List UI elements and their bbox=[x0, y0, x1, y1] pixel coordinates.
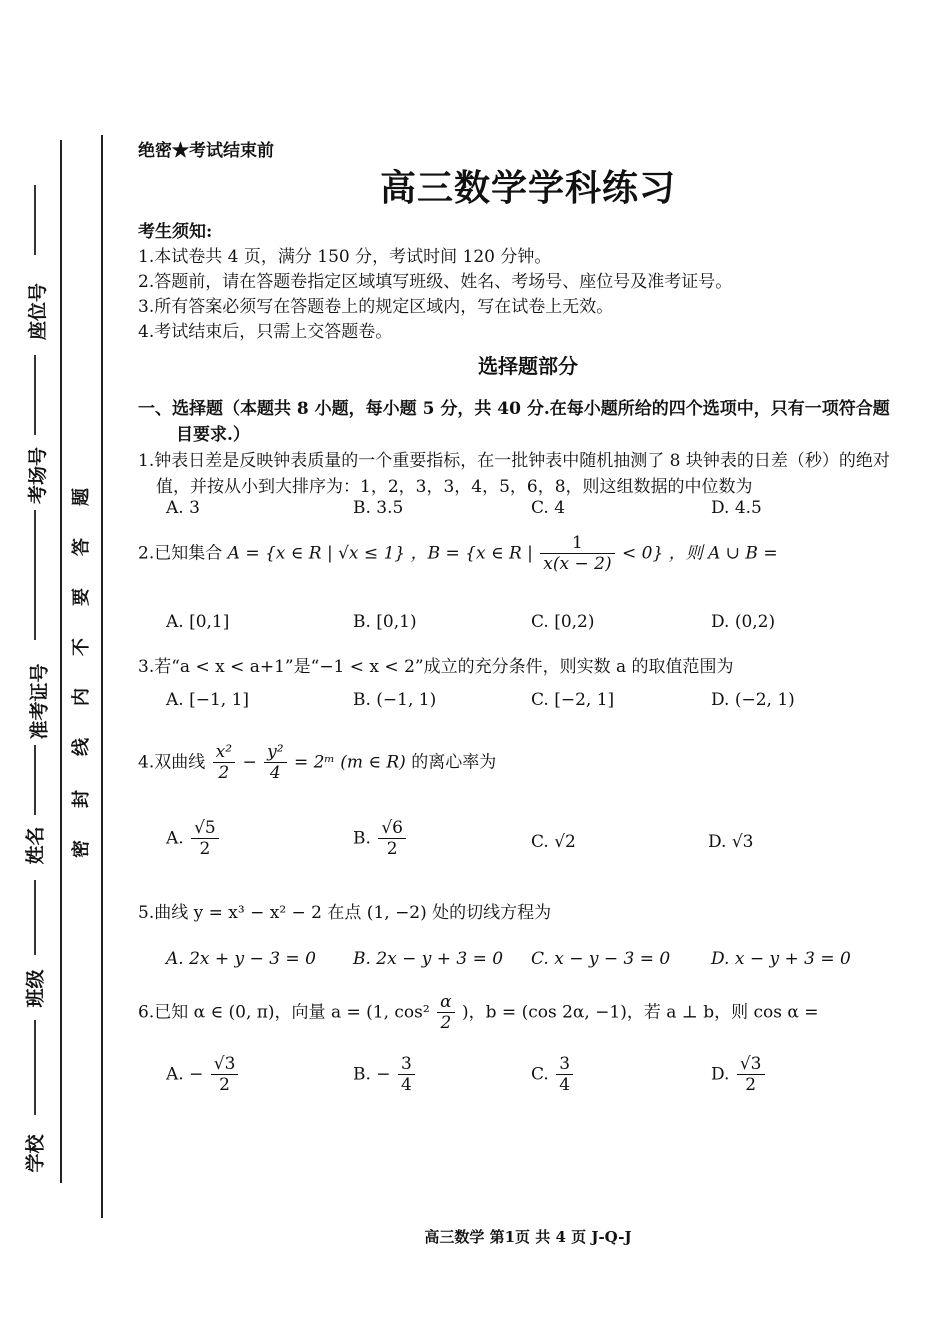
fraction-denominator: 4 bbox=[400, 1075, 412, 1096]
fraction-numerator: √5 bbox=[191, 818, 219, 839]
binding-line-outer bbox=[60, 140, 62, 1183]
fraction-numerator: α bbox=[437, 992, 454, 1013]
fraction-denominator: 2 bbox=[199, 839, 211, 860]
option-fraction bbox=[398, 1054, 415, 1096]
fraction-numerator: √6 bbox=[378, 818, 406, 839]
fraction-numerator: 3 bbox=[556, 1054, 573, 1075]
question-2-option-d[interactable]: D. (0,2) bbox=[711, 612, 776, 632]
question-1-option-b[interactable]: B. 3.5 bbox=[353, 498, 404, 518]
question-2-option-b[interactable]: B. [0,1) bbox=[353, 612, 417, 632]
question-2-set-a: A = {x ∈ R | √x ≤ 1} bbox=[227, 543, 406, 564]
admission-number-label: 准考证号 bbox=[28, 663, 51, 740]
question-2-set-b-post: < 0} bbox=[622, 543, 664, 564]
notice-item: 4.考试结束后，只需上交答题卷。 bbox=[138, 322, 393, 342]
fraction-denominator: x(x − 2) bbox=[543, 554, 612, 575]
question-5-option-a[interactable]: A. 2x + y − 3 = 0 bbox=[166, 949, 316, 969]
exam-room-blank[interactable] bbox=[34, 355, 36, 435]
option-label: A. − bbox=[166, 1064, 204, 1085]
question-3-stem: 3.若“a < x < a+1”是“−1 < x < 2”成立的充分条件，则实数 a 的取值范围为 bbox=[138, 657, 734, 677]
seal-char: 要 bbox=[71, 588, 92, 606]
seat-number-blank[interactable] bbox=[34, 185, 36, 255]
question-6-stem bbox=[138, 992, 819, 1034]
option-label: B. − bbox=[353, 1064, 391, 1085]
admission-number-blank[interactable] bbox=[34, 510, 36, 640]
question-6-prefix: 6.已知 α ∈ (0, π)，向量 a = (1, cos² bbox=[138, 1002, 430, 1023]
question-2-set-b-pre: ，B = {x ∈ R | bbox=[410, 543, 533, 564]
option-label: B. bbox=[353, 828, 371, 849]
fraction-denominator: 2 bbox=[219, 1075, 230, 1096]
question-4-minus: − bbox=[242, 752, 257, 773]
question-4-rhs: = 2ᵐ (m ∈ R) bbox=[293, 752, 406, 773]
fraction-denominator: 2 bbox=[218, 763, 230, 784]
question-4-stem bbox=[138, 742, 496, 784]
binding-line-inner bbox=[101, 135, 103, 1218]
question-6-option-d[interactable] bbox=[711, 1054, 767, 1096]
notice-item: 1.本试卷共 4 页，满分 150 分，考试时间 120 分钟。 bbox=[138, 247, 552, 267]
question-6-suffix: )，b = (cos 2α, −1)，若 a ⊥ b，则 cos α = bbox=[462, 1002, 819, 1023]
question-5-stem: 5.曲线 y = x³ − x² − 2 在点 (1, −2) 处的切线方程为 bbox=[138, 903, 552, 923]
notice-item: 2.答题前，请在答题卷指定区域填写班级、姓名、考场号、座位号及准考证号。 bbox=[138, 272, 733, 292]
seat-number-label: 座位号 bbox=[27, 282, 50, 341]
seal-char: 题 bbox=[71, 488, 92, 506]
question-6-fraction bbox=[437, 992, 454, 1034]
question-2-option-c[interactable]: C. [0,2) bbox=[531, 612, 595, 632]
option-label: A. bbox=[166, 828, 184, 849]
fraction-numerator: x² bbox=[213, 742, 235, 763]
option-fraction bbox=[211, 1054, 239, 1096]
seal-char: 内 bbox=[71, 688, 92, 706]
class-blank[interactable] bbox=[34, 880, 36, 955]
fraction-numerator: √3 bbox=[211, 1054, 239, 1075]
seal-char: 密 bbox=[71, 840, 92, 858]
seal-char: 封 bbox=[71, 790, 92, 808]
question-4-option-d[interactable]: D. √3 bbox=[708, 832, 754, 852]
question-4-prefix: 4.双曲线 bbox=[138, 752, 206, 773]
section-title: 选择题部分 bbox=[478, 354, 578, 378]
page-footer: 高三数学 第1页 共 4 页 J-Q-J bbox=[424, 1228, 632, 1246]
question-3-option-c[interactable]: C. [−2, 1] bbox=[531, 690, 615, 710]
question-1-stem-cont: 值，并按从小到大排序为：1，2，3，3，4，5，6，8，则这组数据的中位数为 bbox=[156, 477, 753, 497]
fraction-numerator: √3 bbox=[737, 1054, 765, 1075]
question-4-x-fraction bbox=[213, 742, 235, 784]
question-1-option-a[interactable]: A. 3 bbox=[166, 498, 200, 518]
option-fraction bbox=[556, 1054, 573, 1096]
seal-char: 不 bbox=[71, 638, 92, 656]
exam-room-label: 考场号 bbox=[27, 446, 50, 505]
question-4-y-fraction bbox=[264, 742, 286, 784]
secret-label: 绝密★考试结束前 bbox=[138, 141, 274, 161]
question-1-option-d[interactable]: D. 4.5 bbox=[711, 498, 762, 518]
question-3-option-b[interactable]: B. (−1, 1) bbox=[353, 690, 437, 710]
question-2-prefix: 2.已知集合 bbox=[138, 543, 223, 564]
question-1-stem: 1.钟表日差是反映钟表质量的一个重要指标，在一批钟表中随机抽测了 8 块钟表的日差（秒）的绝对 bbox=[138, 451, 890, 471]
option-label: D. bbox=[711, 1064, 730, 1085]
school-blank[interactable] bbox=[34, 1020, 36, 1115]
question-4-option-c[interactable]: C. √2 bbox=[531, 832, 576, 852]
notice-heading: 考生须知: bbox=[138, 222, 213, 242]
question-2-fraction bbox=[540, 533, 614, 575]
option-fraction bbox=[737, 1054, 765, 1096]
section-instruction-cont: 目要求.） bbox=[176, 425, 250, 445]
question-2-option-a[interactable]: A. [0,1] bbox=[166, 612, 230, 632]
question-2-suffix: ，则 A ∪ B = bbox=[668, 543, 778, 564]
fraction-denominator: 4 bbox=[269, 763, 281, 784]
name-blank[interactable] bbox=[34, 745, 36, 815]
option-label: C. bbox=[531, 1064, 549, 1085]
seal-char: 线 bbox=[71, 738, 92, 756]
fraction-denominator: 4 bbox=[559, 1075, 571, 1096]
fraction-denominator: 2 bbox=[386, 839, 398, 860]
notice-item: 3.所有答案必须写在答题卷上的规定区域内，写在试卷上无效。 bbox=[138, 297, 614, 317]
question-6-option-c[interactable] bbox=[531, 1054, 575, 1096]
page-title: 高三数学学科练习 bbox=[379, 167, 676, 209]
question-3-option-a[interactable]: A. [−1, 1] bbox=[166, 690, 250, 710]
question-4-option-b[interactable] bbox=[353, 818, 408, 860]
question-4-suffix: 的离心率为 bbox=[411, 752, 497, 773]
question-5-option-c[interactable]: C. x − y − 3 = 0 bbox=[531, 949, 671, 969]
school-label: 学校 bbox=[24, 1134, 47, 1173]
fraction-numerator: 3 bbox=[398, 1054, 415, 1075]
class-label: 班级 bbox=[24, 969, 47, 1008]
question-5-option-d[interactable]: D. x − y + 3 = 0 bbox=[711, 949, 851, 969]
name-label: 姓名 bbox=[24, 826, 47, 865]
question-5-option-b[interactable]: B. 2x − y + 3 = 0 bbox=[353, 949, 504, 969]
question-2-stem bbox=[138, 533, 778, 575]
fraction-numerator: y² bbox=[264, 742, 286, 763]
fraction-numerator: 1 bbox=[540, 533, 614, 554]
seal-char: 答 bbox=[71, 538, 92, 556]
question-6-option-b[interactable] bbox=[353, 1054, 417, 1096]
fraction-denominator: 2 bbox=[745, 1075, 757, 1096]
fraction-denominator: 2 bbox=[440, 1013, 452, 1034]
option-fraction bbox=[191, 818, 219, 860]
question-6-option-a[interactable] bbox=[166, 1054, 240, 1096]
question-1-option-c[interactable]: C. 4 bbox=[531, 498, 566, 518]
question-4-option-a[interactable] bbox=[166, 818, 221, 860]
option-fraction bbox=[378, 818, 406, 860]
section-instruction: 一、选择题（本题共 8 小题，每小题 5 分，共 40 分.在每小题所给的四个选项中，只有一项符合题 bbox=[138, 399, 890, 419]
question-3-option-d[interactable]: D. (−2, 1) bbox=[711, 690, 795, 710]
